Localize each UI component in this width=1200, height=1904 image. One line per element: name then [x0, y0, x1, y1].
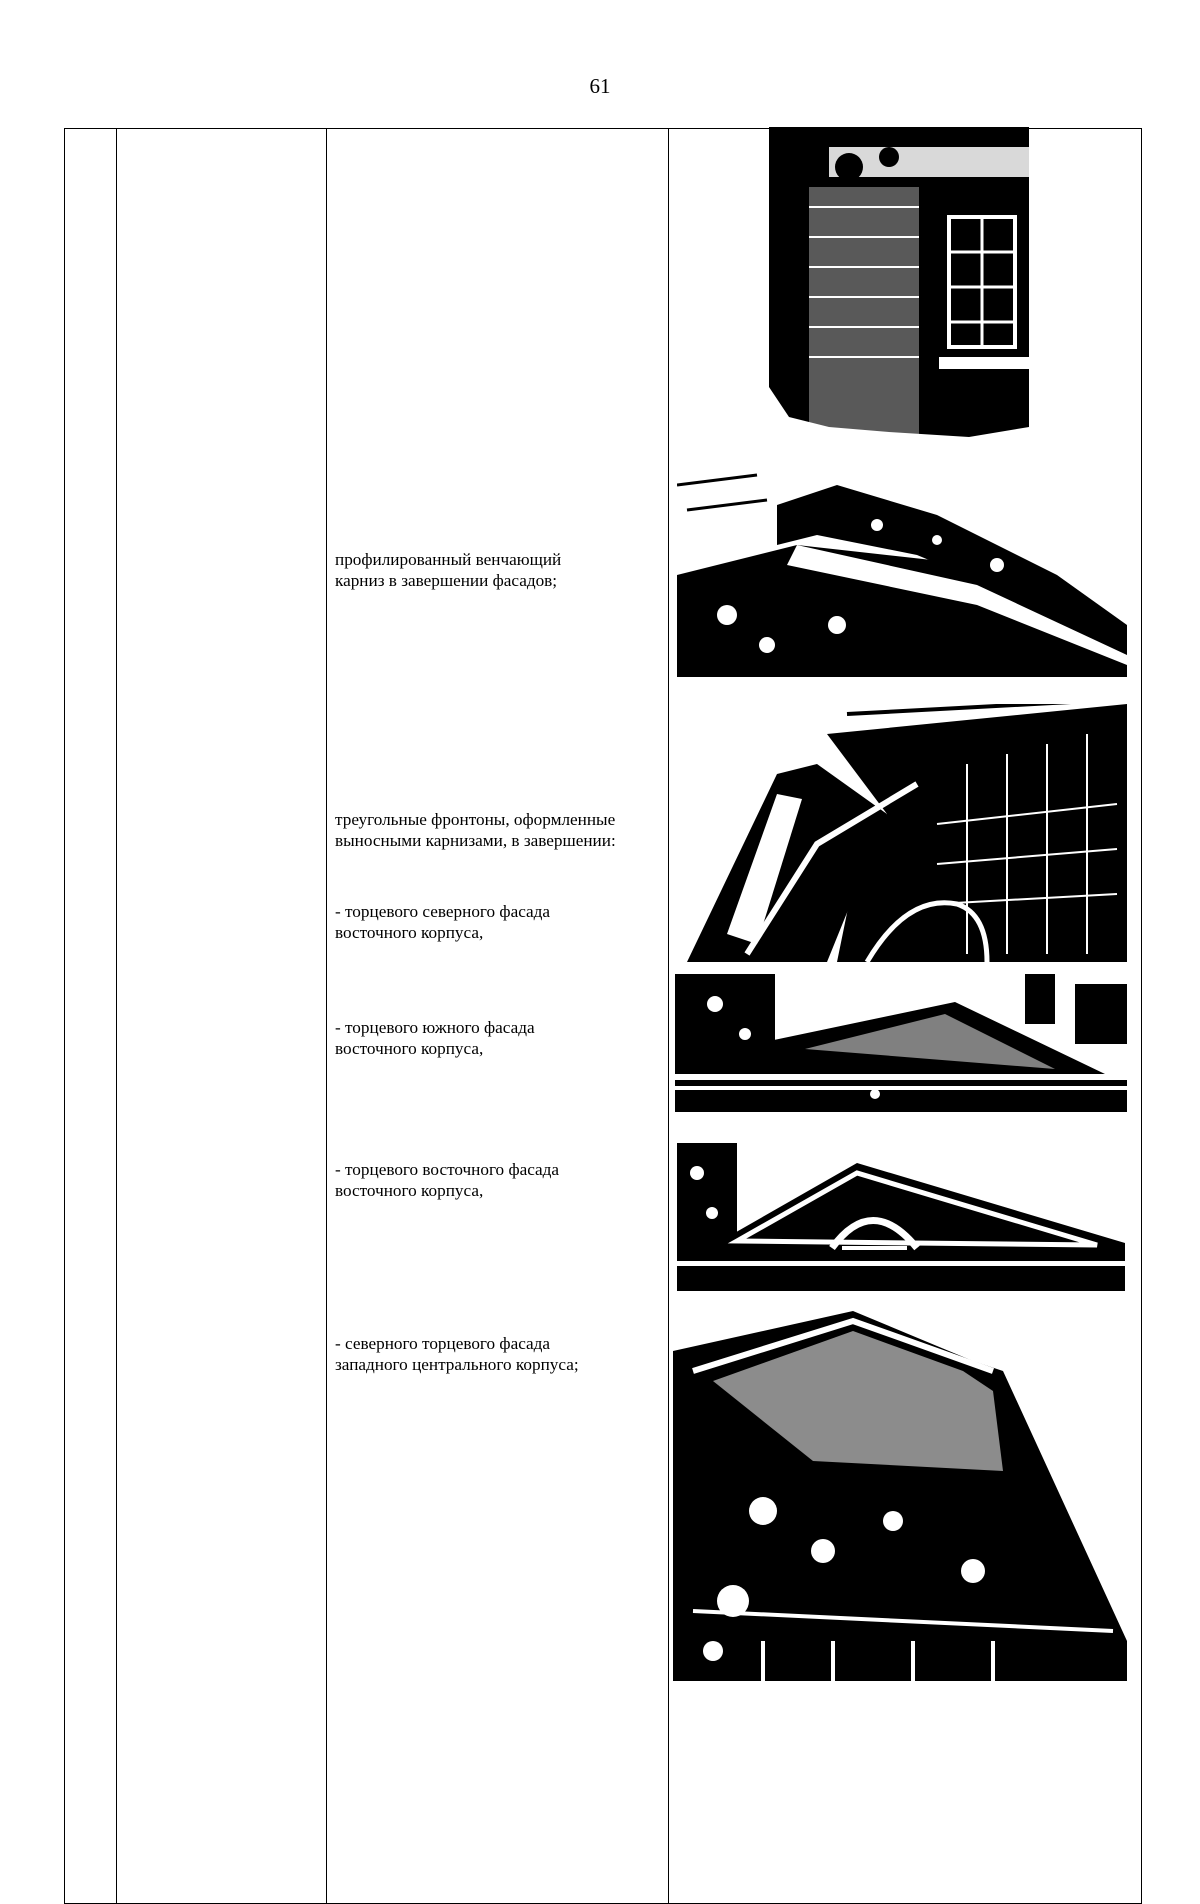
- east-east-text: - торцевого восточного фасада восточного корпуса,: [335, 1160, 560, 1200]
- north-east-text: - торцевого северного фасада восточного корпуса,: [335, 902, 551, 942]
- photo-cell: [669, 129, 1142, 1904]
- cornice-photo: [677, 465, 1127, 677]
- pediment-south-east-photo: [675, 974, 1127, 1112]
- pediment-north-east-photo: [687, 704, 1127, 962]
- pediment-north-west-photo: [673, 1311, 1127, 1681]
- table-row: [65, 129, 1142, 1904]
- north-west-text: - северного торцевого фасада западного центрального корпуса;: [335, 1334, 579, 1374]
- description-cell: [327, 129, 669, 1904]
- pediments-text: треугольные фронтоны, оформленные выносными карнизами, в завершении:: [335, 810, 616, 850]
- page-number: 61: [589, 74, 611, 98]
- pediment-east-east-photo: [677, 1143, 1125, 1291]
- south-east-text: - торцевого южного фасада восточного корпуса,: [335, 1018, 535, 1058]
- name-cell: [117, 129, 327, 1904]
- register-table: [64, 128, 1142, 1904]
- number-cell: [65, 129, 117, 1904]
- cornice-text: профилированный венчающий карниз в завершении фасадов;: [335, 550, 562, 590]
- window-brick-facade-photo: [769, 127, 1029, 448]
